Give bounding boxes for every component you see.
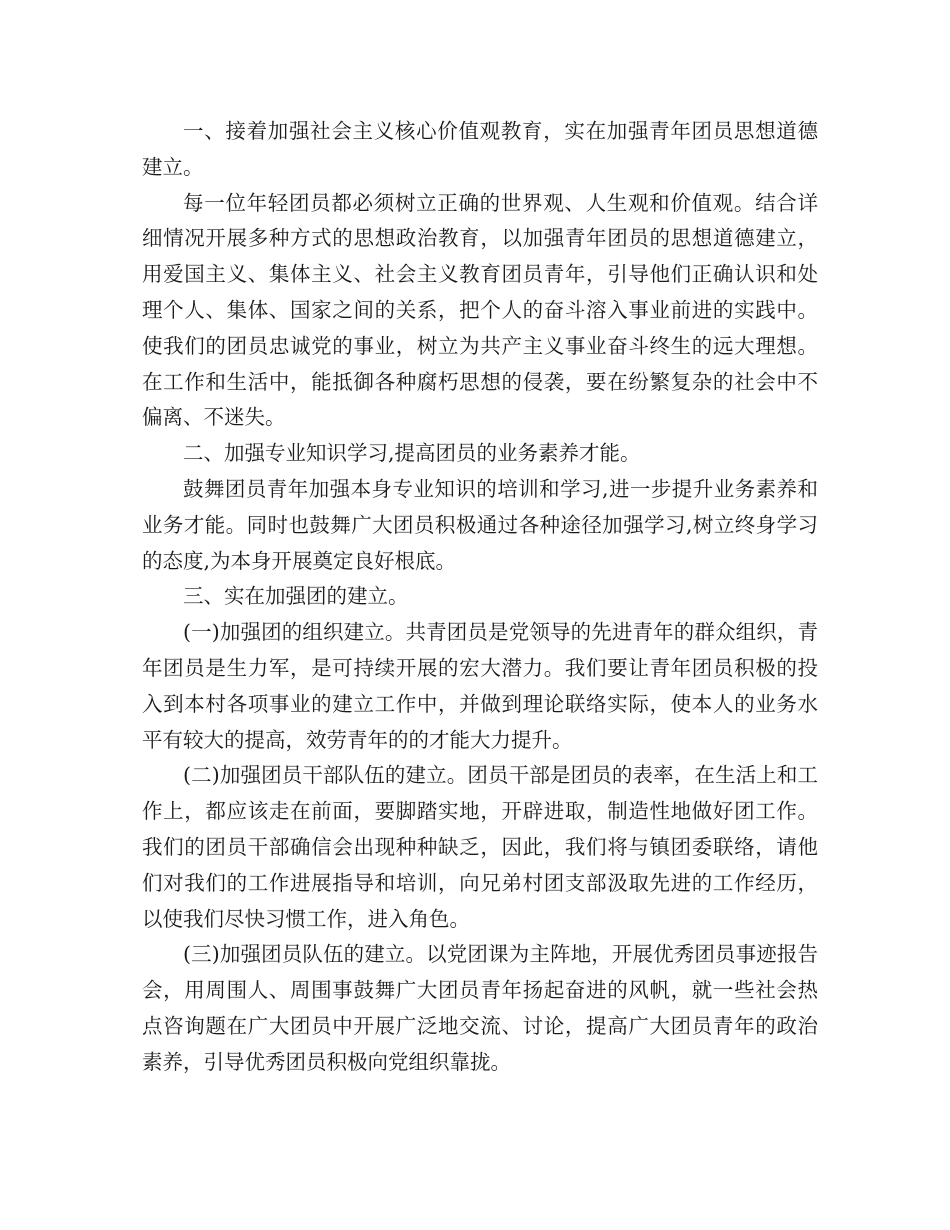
section-heading-2: 二、加强专业知识学习,提高团员的业务素养才能。 <box>183 441 641 466</box>
section-heading-3: 三、实在加强团的建立。 <box>183 584 409 609</box>
section-heading-1: 一、接着加强社会主义核心价值观教育，实在加强青年团员思想道德建立。 <box>142 119 818 179</box>
document-body <box>142 114 818 1081</box>
paragraph-1: 每一位年轻团员都必须树立正确的世界观、人生观和价值观。结合详细情况开展多种方式的思想政治教育，以加强青年团员的思想道德建立，用爱国主义、集体主义、社会主义教育团员青年，引导他们正确认识和处理个人、集体、国家之间的关系，把个人的奋斗溶入事业前进的实践中。使我们的团员忠诚党的事业，树立为共产主义事业奋斗终生的远大理想。在工作和生活中，能抵御各种腐朽思想的侵袭，要在纷繁复杂的社会中不偏离、不迷失。 <box>142 190 818 430</box>
paragraph-2: 鼓舞团员青年加强本身专业知识的培训和学习,进一步提升业务素养和业务才能。同时也鼓舞广大团员积极通过各种途径加强学习,树立终身学习的态度,为本身开展奠定良好根底。 <box>142 476 818 573</box>
paragraph-3-2: (二)加强团员干部队伍的建立。团员干部是团员的表率，在生活上和工作上，都应该走在前面，要脚踏实地，开辟进取，制造性地做好团工作。我们的团员干部确信会出现种种缺乏，因此，我们将与镇团委联络，请他们对我们的工作进展指导和培训，向兄弟村团支部汲取先进的工作经历，以使我们尽快习惯工作，进入角色。 <box>142 763 818 931</box>
paragraph-3-1: (一)加强团的组织建立。共青团员是党领导的先进青年的群众组织，青年团员是生力军，是可持续开展的宏大潜力。我们要让青年团员积极的投入到本村各项事业的建立工作中，并做到理论联络实际，使本人的业务水平有较大的提高，效劳青年的的才能大力提升。 <box>142 620 818 752</box>
paragraph-3-3: (三)加强团员队伍的建立。以党团课为主阵地，开展优秀团员事迹报告会，用周围人、周围事鼓舞广大团员青年扬起奋进的风帆，就一些社会热点咨询题在广大团员中开展广泛地交流、讨论，提高广大团员青年的政治素养，引导优秀团员积极向党组织靠拢。 <box>142 942 818 1074</box>
